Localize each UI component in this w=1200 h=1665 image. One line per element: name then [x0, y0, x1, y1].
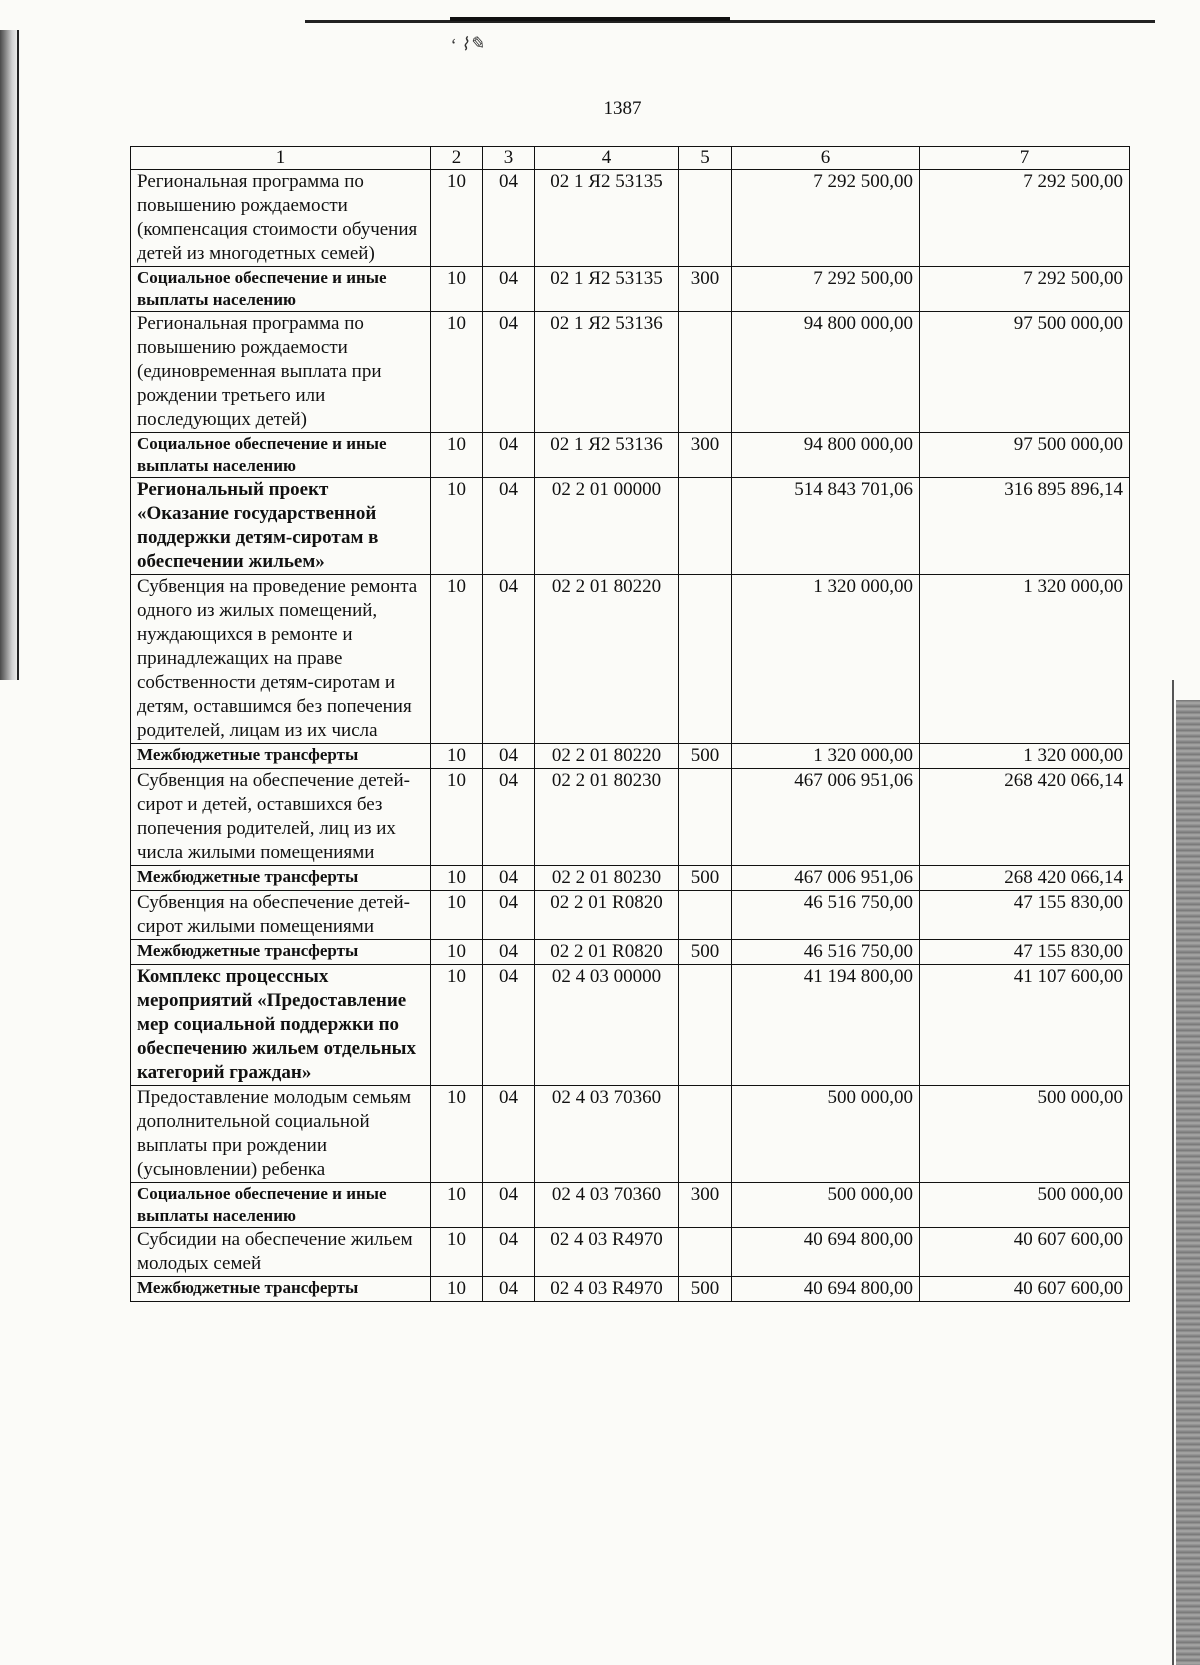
row-name: Межбюджетные трансферты: [131, 866, 431, 891]
row-name: Субвенция на обеспечение детей-сирот и детей, оставшихся без попечения родителей, лиц из их числа жилыми помещениями: [131, 769, 431, 866]
row-name: Региональный проект «Оказание государственной поддержки детям-сиротам в обеспечении жильем»: [131, 478, 431, 575]
table-row: [131, 891, 1130, 940]
section-code: 10: [431, 1183, 483, 1228]
target-article-code: 02 1 Я2 53135: [535, 170, 679, 267]
target-article-code: 02 1 Я2 53136: [535, 312, 679, 433]
handwritten-mark: ʻ ⌇✎: [449, 32, 485, 56]
amount-year-2: 1 320 000,00: [920, 744, 1130, 769]
expense-type-code: 300: [679, 1183, 732, 1228]
target-article-code: 02 1 Я2 53135: [535, 267, 679, 312]
section-code: 10: [431, 312, 483, 433]
row-name: Региональная программа по повышению рождаемости (компенсация стоимости обучения детей из многодетных семей): [131, 170, 431, 267]
section-code: 10: [431, 965, 483, 1086]
amount-year-1: 94 800 000,00: [732, 312, 920, 433]
column-number: 7: [920, 147, 1130, 170]
section-code: 10: [431, 267, 483, 312]
subsection-code: 04: [483, 940, 535, 965]
row-name: Социальное обеспечение и иные выплаты населению: [131, 267, 431, 312]
expense-type-code: 500: [679, 744, 732, 769]
table-row: [131, 433, 1130, 478]
target-article-code: 02 2 01 R0820: [535, 891, 679, 940]
expense-type-code: 500: [679, 940, 732, 965]
target-article-code: 02 4 03 70360: [535, 1086, 679, 1183]
subsection-code: 04: [483, 433, 535, 478]
amount-year-2: 316 895 896,14: [920, 478, 1130, 575]
subsection-code: 04: [483, 575, 535, 744]
expense-type-code: [679, 478, 732, 575]
column-number: 6: [732, 147, 920, 170]
section-code: 10: [431, 478, 483, 575]
amount-year-1: 46 516 750,00: [732, 891, 920, 940]
row-name: Межбюджетные трансферты: [131, 940, 431, 965]
target-article-code: 02 2 01 00000: [535, 478, 679, 575]
section-code: 10: [431, 1086, 483, 1183]
amount-year-2: 97 500 000,00: [920, 312, 1130, 433]
table-row: [131, 1086, 1130, 1183]
row-name: Межбюджетные трансферты: [131, 1277, 431, 1302]
expense-type-code: [679, 575, 732, 744]
row-name: Предоставление молодым семьям дополнительной социальной выплаты при рождении (усыновлении) ребенка: [131, 1086, 431, 1183]
amount-year-1: 46 516 750,00: [732, 940, 920, 965]
table-body: [131, 147, 1130, 1302]
amount-year-1: 40 694 800,00: [732, 1277, 920, 1302]
top-rule: [305, 20, 1155, 23]
section-code: 10: [431, 433, 483, 478]
section-code: 10: [431, 170, 483, 267]
target-article-code: 02 2 01 80220: [535, 744, 679, 769]
scan-edge-left-line: [17, 30, 19, 680]
subsection-code: 04: [483, 769, 535, 866]
target-article-code: 02 4 03 70360: [535, 1183, 679, 1228]
expense-type-code: 500: [679, 1277, 732, 1302]
amount-year-2: 40 607 600,00: [920, 1277, 1130, 1302]
amount-year-1: 7 292 500,00: [732, 170, 920, 267]
page-number: 1387: [603, 98, 642, 119]
table-row: [131, 312, 1130, 433]
amount-year-2: 1 320 000,00: [920, 575, 1130, 744]
amount-year-1: 1 320 000,00: [732, 744, 920, 769]
row-name: Субсидии на обеспечение жильем молодых семей: [131, 1228, 431, 1277]
row-name: Социальное обеспечение и иные выплаты населению: [131, 433, 431, 478]
table-row: [131, 1228, 1130, 1277]
section-code: 10: [431, 744, 483, 769]
target-article-code: 02 4 03 R4970: [535, 1277, 679, 1302]
table-row: [131, 1277, 1130, 1302]
amount-year-2: 97 500 000,00: [920, 433, 1130, 478]
expense-type-code: [679, 769, 732, 866]
section-code: 10: [431, 1228, 483, 1277]
table-row: [131, 940, 1130, 965]
expense-type-code: 500: [679, 866, 732, 891]
subsection-code: 04: [483, 312, 535, 433]
amount-year-2: 40 607 600,00: [920, 1228, 1130, 1277]
amount-year-2: 500 000,00: [920, 1183, 1130, 1228]
amount-year-2: 47 155 830,00: [920, 891, 1130, 940]
amount-year-2: 47 155 830,00: [920, 940, 1130, 965]
table-row: [131, 478, 1130, 575]
amount-year-2: 7 292 500,00: [920, 170, 1130, 267]
table-row: [131, 575, 1130, 744]
expense-type-code: [679, 1086, 732, 1183]
subsection-code: 04: [483, 1277, 535, 1302]
section-code: 10: [431, 940, 483, 965]
expense-type-code: [679, 1228, 732, 1277]
subsection-code: 04: [483, 170, 535, 267]
target-article-code: 02 2 01 80230: [535, 866, 679, 891]
amount-year-1: 514 843 701,06: [732, 478, 920, 575]
column-number: 5: [679, 147, 732, 170]
column-number: 3: [483, 147, 535, 170]
section-code: 10: [431, 1277, 483, 1302]
table-row: [131, 769, 1130, 866]
subsection-code: 04: [483, 267, 535, 312]
subsection-code: 04: [483, 1183, 535, 1228]
target-article-code: 02 2 01 R0820: [535, 940, 679, 965]
column-number: 2: [431, 147, 483, 170]
expense-type-code: [679, 170, 732, 267]
amount-year-1: 7 292 500,00: [732, 267, 920, 312]
section-code: 10: [431, 891, 483, 940]
subsection-code: 04: [483, 478, 535, 575]
section-code: 10: [431, 575, 483, 744]
scan-edge-right-line: [1172, 680, 1174, 1665]
amount-year-2: 500 000,00: [920, 1086, 1130, 1183]
budget-table: [130, 146, 1130, 1302]
target-article-code: 02 4 03 00000: [535, 965, 679, 1086]
scan-edge-right: [1176, 700, 1200, 1665]
table-row: [131, 267, 1130, 312]
section-code: 10: [431, 769, 483, 866]
subsection-code: 04: [483, 866, 535, 891]
amount-year-1: 500 000,00: [732, 1183, 920, 1228]
column-number: 1: [131, 147, 431, 170]
column-number-row: [131, 147, 1130, 170]
row-name: Социальное обеспечение и иные выплаты населению: [131, 1183, 431, 1228]
expense-type-code: [679, 312, 732, 433]
row-name: Межбюджетные трансферты: [131, 744, 431, 769]
amount-year-2: 41 107 600,00: [920, 965, 1130, 1086]
expense-type-code: 300: [679, 433, 732, 478]
expense-type-code: 300: [679, 267, 732, 312]
table-row: [131, 744, 1130, 769]
subsection-code: 04: [483, 1086, 535, 1183]
amount-year-1: 40 694 800,00: [732, 1228, 920, 1277]
table-row: [131, 1183, 1130, 1228]
table-row: [131, 866, 1130, 891]
expense-type-code: [679, 965, 732, 1086]
subsection-code: 04: [483, 891, 535, 940]
expense-type-code: [679, 891, 732, 940]
target-article-code: 02 2 01 80220: [535, 575, 679, 744]
amount-year-1: 500 000,00: [732, 1086, 920, 1183]
subsection-code: 04: [483, 965, 535, 1086]
row-name: Комплекс процессных мероприятий «Предоставление мер социальной поддержки по обеспечению жильем отдельных категорий граждан»: [131, 965, 431, 1086]
target-article-code: 02 4 03 R4970: [535, 1228, 679, 1277]
amount-year-1: 467 006 951,06: [732, 769, 920, 866]
amount-year-1: 467 006 951,06: [732, 866, 920, 891]
amount-year-2: 268 420 066,14: [920, 866, 1130, 891]
subsection-code: 04: [483, 1228, 535, 1277]
amount-year-2: 7 292 500,00: [920, 267, 1130, 312]
top-rule-stamp-bar: [450, 17, 730, 21]
subsection-code: 04: [483, 744, 535, 769]
table-row: [131, 170, 1130, 267]
row-name: Субвенция на проведение ремонта одного из жилых помещений, нуждающихся в ремонте и принадлежащих на праве собственности детям-сиротам и детям, оставшимся без попечения родителей, лицам из их числа: [131, 575, 431, 744]
amount-year-1: 94 800 000,00: [732, 433, 920, 478]
target-article-code: 02 1 Я2 53136: [535, 433, 679, 478]
amount-year-2: 268 420 066,14: [920, 769, 1130, 866]
row-name: Субвенция на обеспечение детей-сирот жилыми помещениями: [131, 891, 431, 940]
section-code: 10: [431, 866, 483, 891]
row-name: Региональная программа по повышению рождаемости (единовременная выплата при рождении третьего или последующих детей): [131, 312, 431, 433]
target-article-code: 02 2 01 80230: [535, 769, 679, 866]
table-row: [131, 965, 1130, 1086]
amount-year-1: 41 194 800,00: [732, 965, 920, 1086]
column-number: 4: [535, 147, 679, 170]
amount-year-1: 1 320 000,00: [732, 575, 920, 744]
